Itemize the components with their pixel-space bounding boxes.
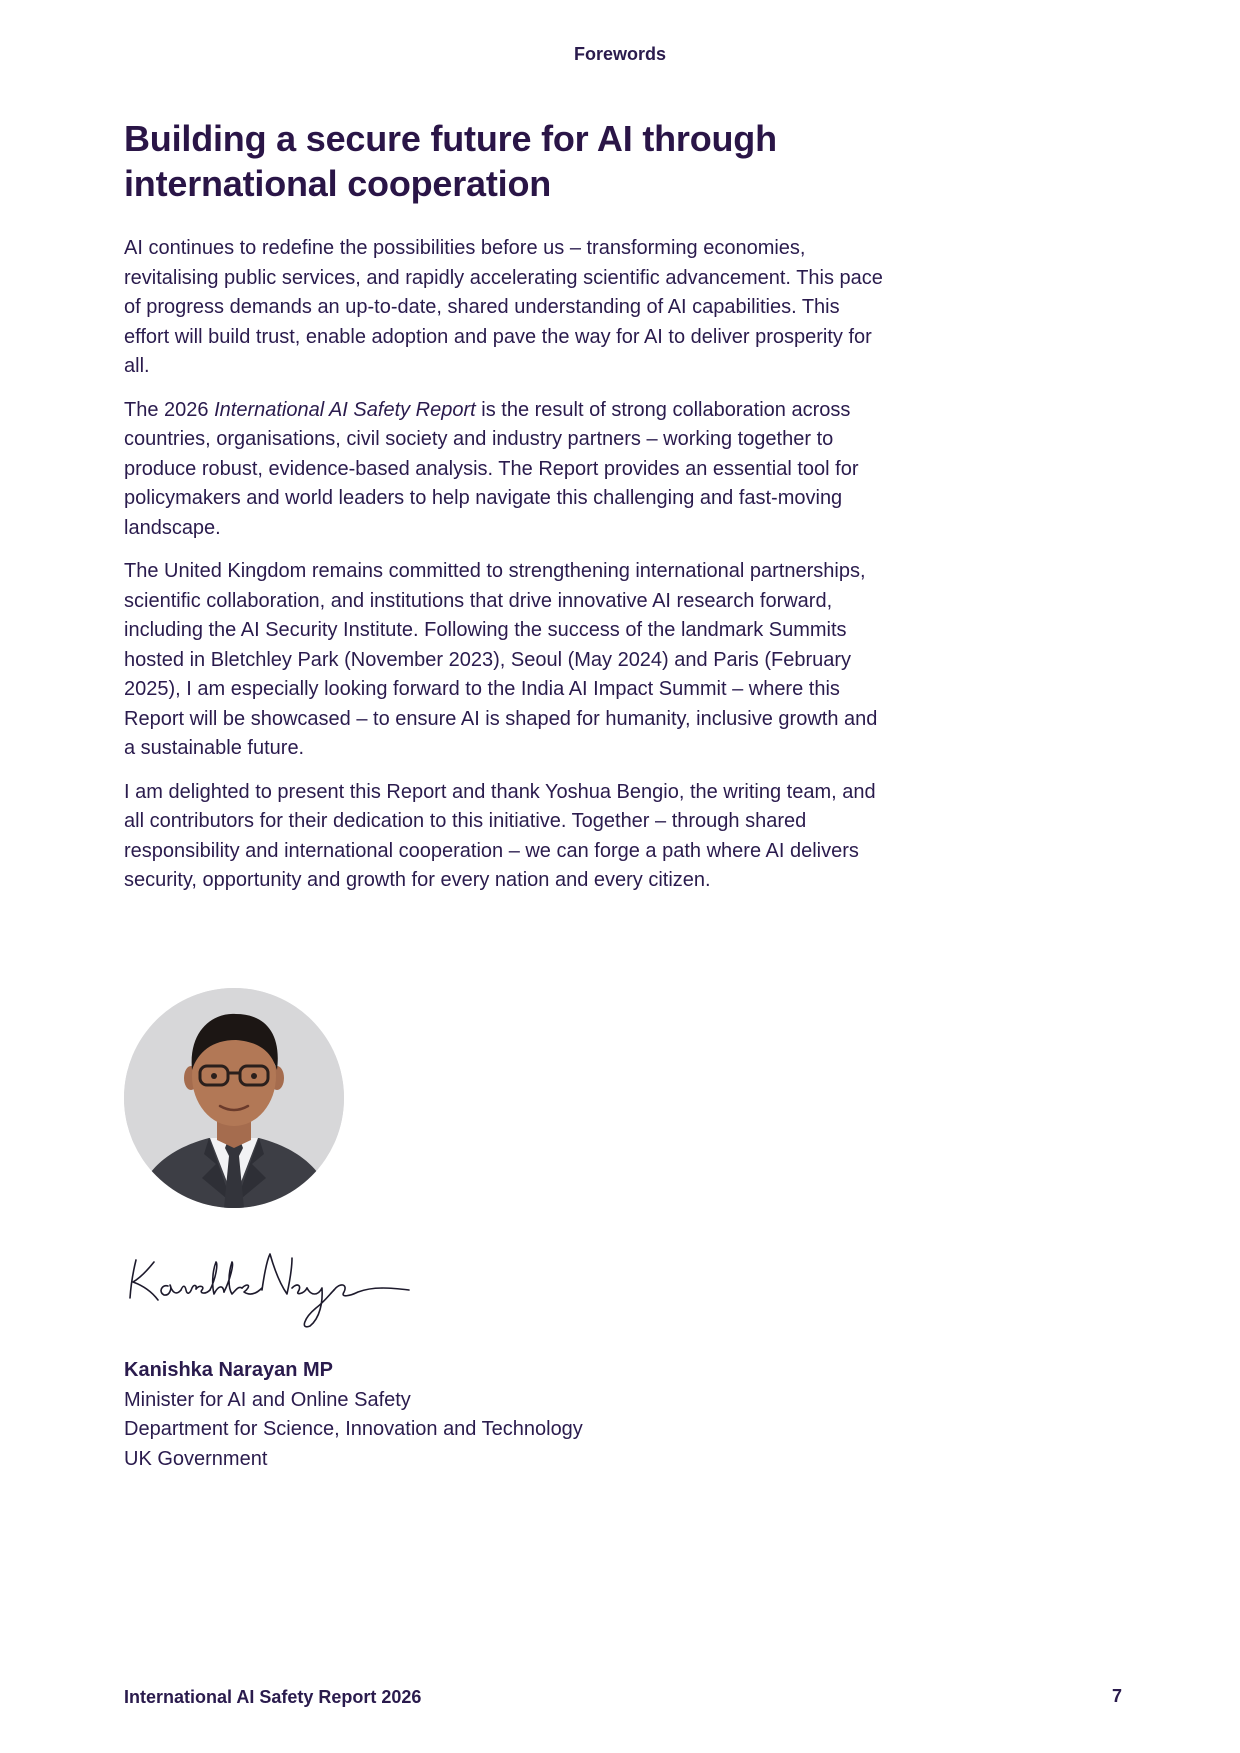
portrait-photo xyxy=(124,988,344,1208)
signatory-organisation: UK Government xyxy=(124,1447,268,1470)
foreword-content xyxy=(124,116,884,910)
signatory-department: Department for Science, Innovation and Technology xyxy=(124,1418,583,1440)
report-name-italic: International AI Safety Report xyxy=(214,398,476,421)
page-number: 7 xyxy=(1111,1686,1122,1706)
signatory-block xyxy=(124,1356,583,1474)
foreword-paragraph-4: I am delighted to present this Report and thank Yoshua Bengio, the writing team, and all contributors for their dedication to this initiative. Together – through shared responsibility and international cooperation – we can forge a path where AI delivers security, opportunity and growth for every nation and every citizen. xyxy=(124,780,876,891)
foreword-paragraph-2 xyxy=(124,396,884,544)
foreword-paragraph-3: The United Kingdom remains committed to strengthening international partnerships, scientific collaboration, and institutions that drive innovative AI research forward, including the AI Security Institute. Following the success of the landmark Summits hosted in Bletchley Park (November 2023), Seoul (May 2024) and Paris (February 2025), I am especially looking forward to the India AI Impact Summit – where this Report will be showcased – to ensure AI is shaped for humanity, inclusive growth and a sustainable future. xyxy=(124,560,878,759)
running-header: Forewords xyxy=(573,44,666,64)
footer-report-title: International AI Safety Report 2026 xyxy=(124,1687,422,1707)
paragraph-2-rest: is the result of strong collaboration across countries, organisations, civil society and industry partners – working together to produce robust, evidence-based analysis. The Report provides an essential tool for policymakers and world leaders to help navigate this challenging and fast-moving landscape. xyxy=(124,398,859,539)
signature xyxy=(124,1248,414,1338)
signatory-name: Kanishka Narayan MP xyxy=(124,1359,333,1381)
foreword-paragraph-1: AI continues to redefine the possibilities before us – transforming economies, revitalising public services, and rapidly accelerating scientific advancement. This pace of progress demands an up-to-date, shared understanding of AI capabilities. This effort will build trust, enable adoption and pave the way for AI to deliver prosperity for all. xyxy=(124,237,883,377)
page-title: Building a secure future for AI through international cooperation xyxy=(124,118,777,204)
paragraph-2-lead: The 2026 xyxy=(124,398,215,421)
signatory-role: Minister for AI and Online Safety xyxy=(124,1388,411,1411)
